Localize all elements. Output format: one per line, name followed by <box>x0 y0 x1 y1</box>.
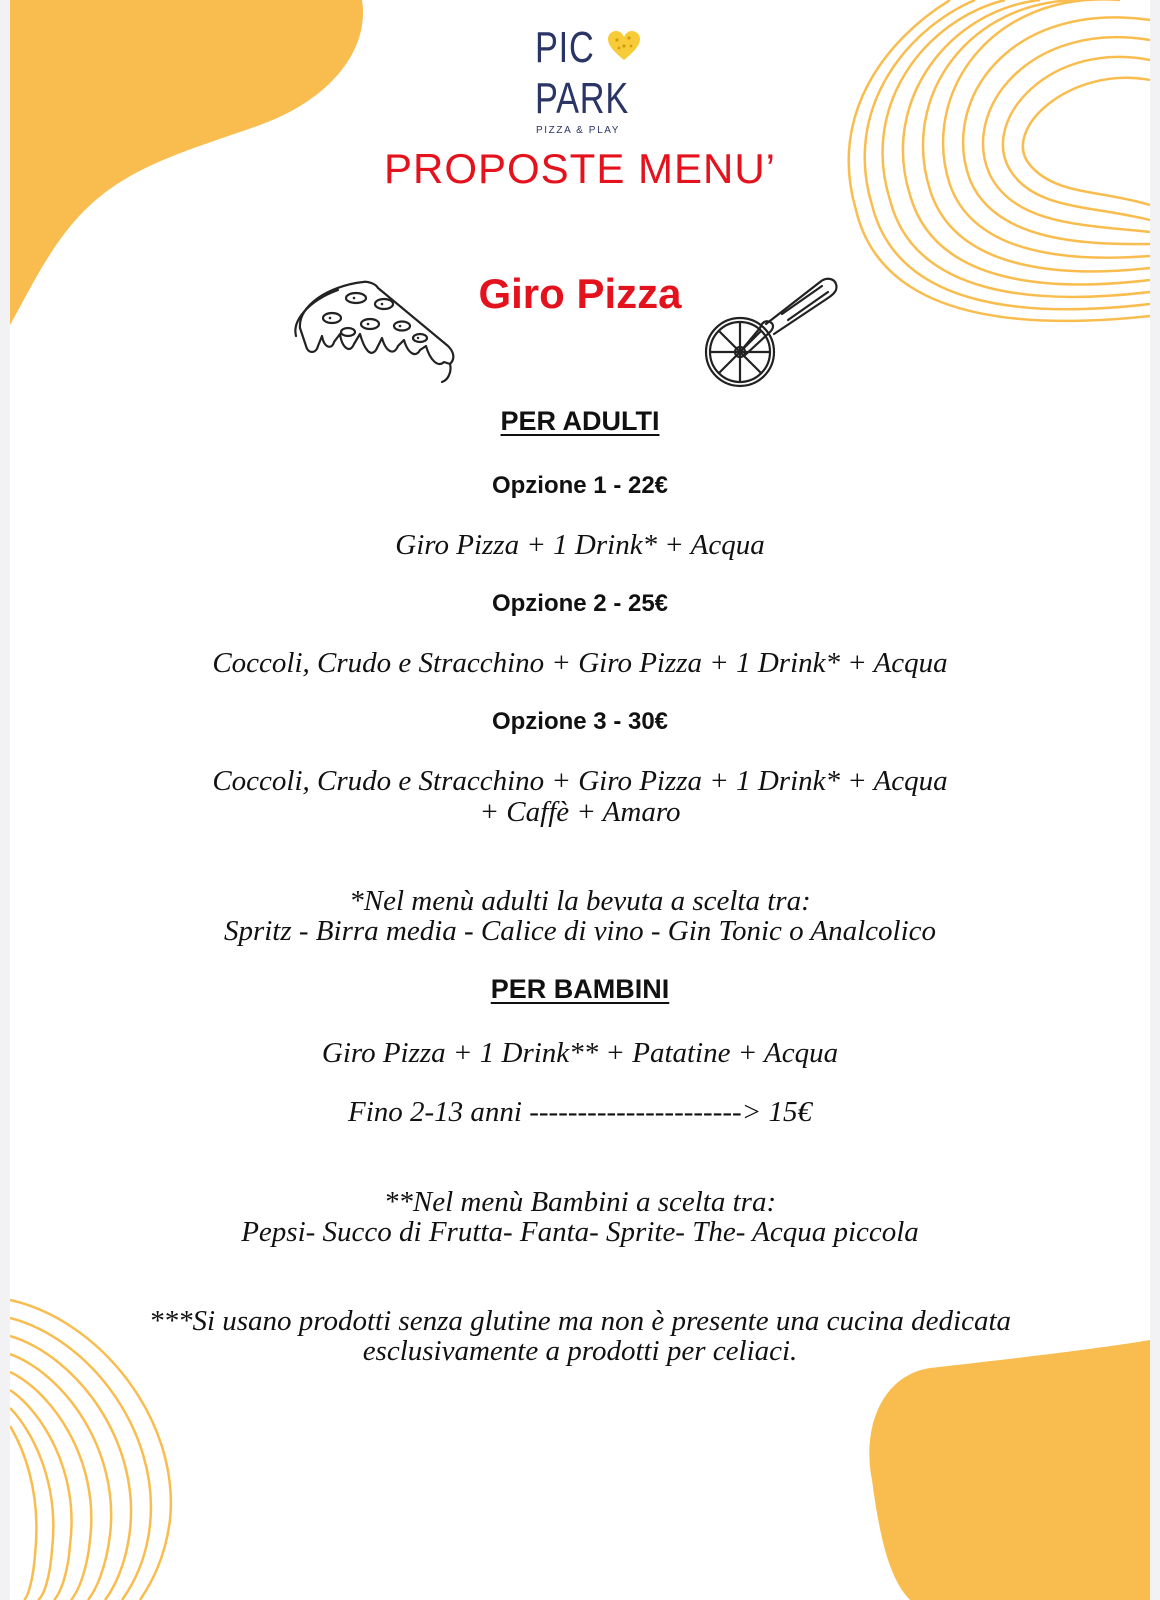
kids-note-line-1: **Nel menù Bambini a scelta tra: <box>383 1186 777 1218</box>
logo-tagline: PIZZA & PLAY <box>536 125 621 136</box>
adults-note-line-2: Spritz - Birra media - Calice di vino - Gin Tonic o Analcolico <box>223 915 937 947</box>
option-3-label: Opzione 3 - 30€ <box>491 708 669 735</box>
adults-note-line-1: *Nel menù adulti la bevuta a scelta tra: <box>349 885 811 917</box>
option-3-line-2: + Caffè + Amaro <box>479 796 681 828</box>
heart-icon <box>607 30 641 62</box>
kids-price-line: Fino 2-13 anni ----------------------> 15€ <box>347 1096 812 1128</box>
option-1-label: Opzione 1 - 22€ <box>491 472 669 499</box>
kids-note-line-2: Pepsi- Succo di Frutta- Fanta- Sprite- The- Acqua piccola <box>241 1216 919 1248</box>
adults-heading: PER ADULTI <box>500 406 660 436</box>
kids-menu-line: Giro Pizza + 1 Drink** + Patatine + Acqua <box>321 1037 839 1069</box>
option-2-line: Coccoli, Crudo e Stracchino + Giro Pizza + 1 Drink* + Acqua <box>212 647 948 679</box>
menu-page <box>10 0 1150 1600</box>
left-margin-bar <box>0 0 10 1600</box>
gluten-note-line-2: esclusivamente a prodotti per celiaci. <box>362 1335 798 1367</box>
pizza-slice-icon <box>288 276 463 391</box>
page-subtitle: Giro Pizza <box>478 270 682 317</box>
option-3-line-1: Coccoli, Crudo e Stracchino + Giro Pizza + 1 Drink* + Acqua <box>212 765 948 797</box>
logo-text-line2: PARK <box>535 74 630 123</box>
logo-text-line1: PIC <box>535 23 595 72</box>
page-title: PROPOSTE MENU’ <box>383 145 777 192</box>
option-2-label: Opzione 2 - 25€ <box>491 590 669 617</box>
pizza-cutter-icon <box>702 272 852 392</box>
bottom-right-blob <box>869 1340 1150 1600</box>
gluten-note-line-1: ***Si usano prodotti senza glutine ma non è presente una cucina dedicata <box>148 1305 1012 1337</box>
pic-park-logo <box>535 22 655 142</box>
option-1-line: Giro Pizza + 1 Drink* + Acqua <box>395 529 765 561</box>
kids-heading: PER BAMBINI <box>490 974 670 1004</box>
